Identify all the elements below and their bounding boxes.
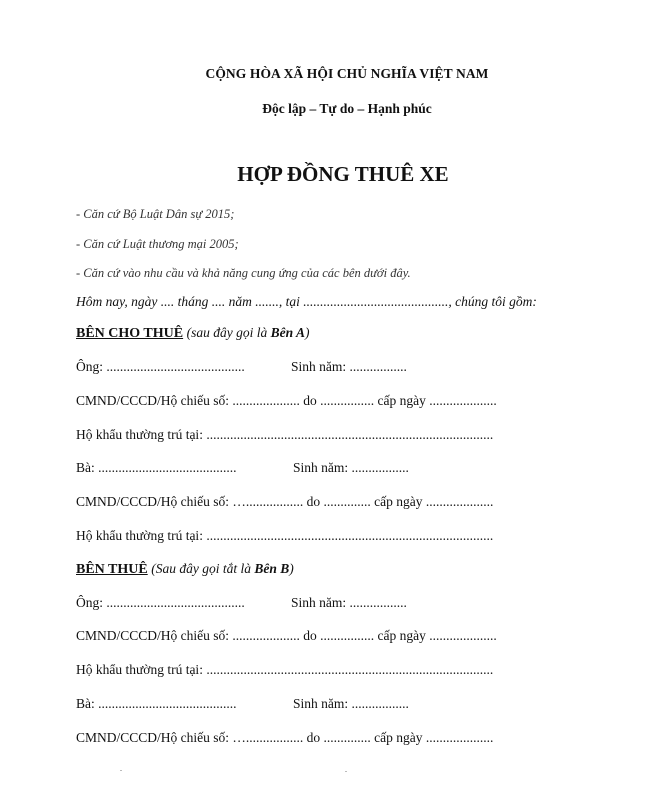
intro-statement: Hôm nay, ngày .... tháng .... năm ......., tại ..........................................., chúng tôi gồm: (76, 294, 537, 309)
party-a-mrs-id-field: CMND/CCCD/Hộ chiếu số: …................. do .............. cấp ngày .................... (76, 494, 494, 509)
legal-basis-civil-code: - Căn cứ Bộ Luật Dân sự 2015; (76, 207, 235, 221)
party-b-mrs-id-field: CMND/CCCD/Hộ chiếu số: …................. do .............. cấp ngày .................... (76, 730, 494, 745)
party-a-heading (76, 324, 310, 343)
party-a-mrs-field: Bà: ......................................... (76, 460, 237, 475)
party-b-heading (76, 560, 294, 579)
party-a-mr-id-field: CMND/CCCD/Hộ chiếu số: .................... do ................ cấp ngày .................... (76, 393, 497, 408)
party-b-mr-residence-field: Hộ khẩu thường trú tại: ..................................................................................... (76, 662, 494, 677)
party-a-note: (sau đây gọi là Bên A) (186, 325, 310, 340)
party-b-label: BÊN THUÊ (76, 562, 148, 577)
party-b-mrs-field: Bà: ......................................... (76, 696, 237, 711)
scan-speck (120, 770, 122, 771)
party-a-mr-birth-field: Sinh năm: ................. (291, 359, 407, 374)
national-motto: Độc lập – Tự do – Hạnh phúc (262, 101, 432, 116)
legal-basis-needs: - Căn cứ vào nhu cầu và khả năng cung ứng của các bên dưới đây. (76, 266, 411, 280)
scan-speck (345, 771, 347, 772)
party-b-mrs-birth-field: Sinh năm: ................. (293, 696, 409, 711)
country-name: CỘNG HÒA XÃ HỘI CHỦ NGHĨA VIỆT NAM (205, 66, 489, 81)
legal-basis-commercial-law: - Căn cứ Luật thương mại 2005; (76, 237, 239, 251)
party-b-note: (Sau đây gọi tắt là Bên B) (151, 561, 294, 576)
party-a-label: BÊN CHO THUÊ (76, 326, 184, 341)
party-b-mr-birth-field: Sinh năm: ................. (291, 595, 407, 610)
party-a-mrs-residence-field: Hộ khẩu thường trú tại: ..................................................................................... (76, 528, 494, 543)
document-title: HỢP ĐỒNG THUÊ XE (237, 162, 449, 186)
party-b-mr-field: Ông: ......................................... (76, 595, 245, 610)
party-a-mr-residence-field: Hộ khẩu thường trú tại: ..................................................................................... (76, 427, 494, 442)
party-a-mr-field: Ông: ......................................... (76, 359, 245, 374)
party-b-mr-id-field: CMND/CCCD/Hộ chiếu số: .................... do ................ cấp ngày .................... (76, 628, 497, 643)
party-a-mrs-birth-field: Sinh năm: ................. (293, 460, 409, 475)
